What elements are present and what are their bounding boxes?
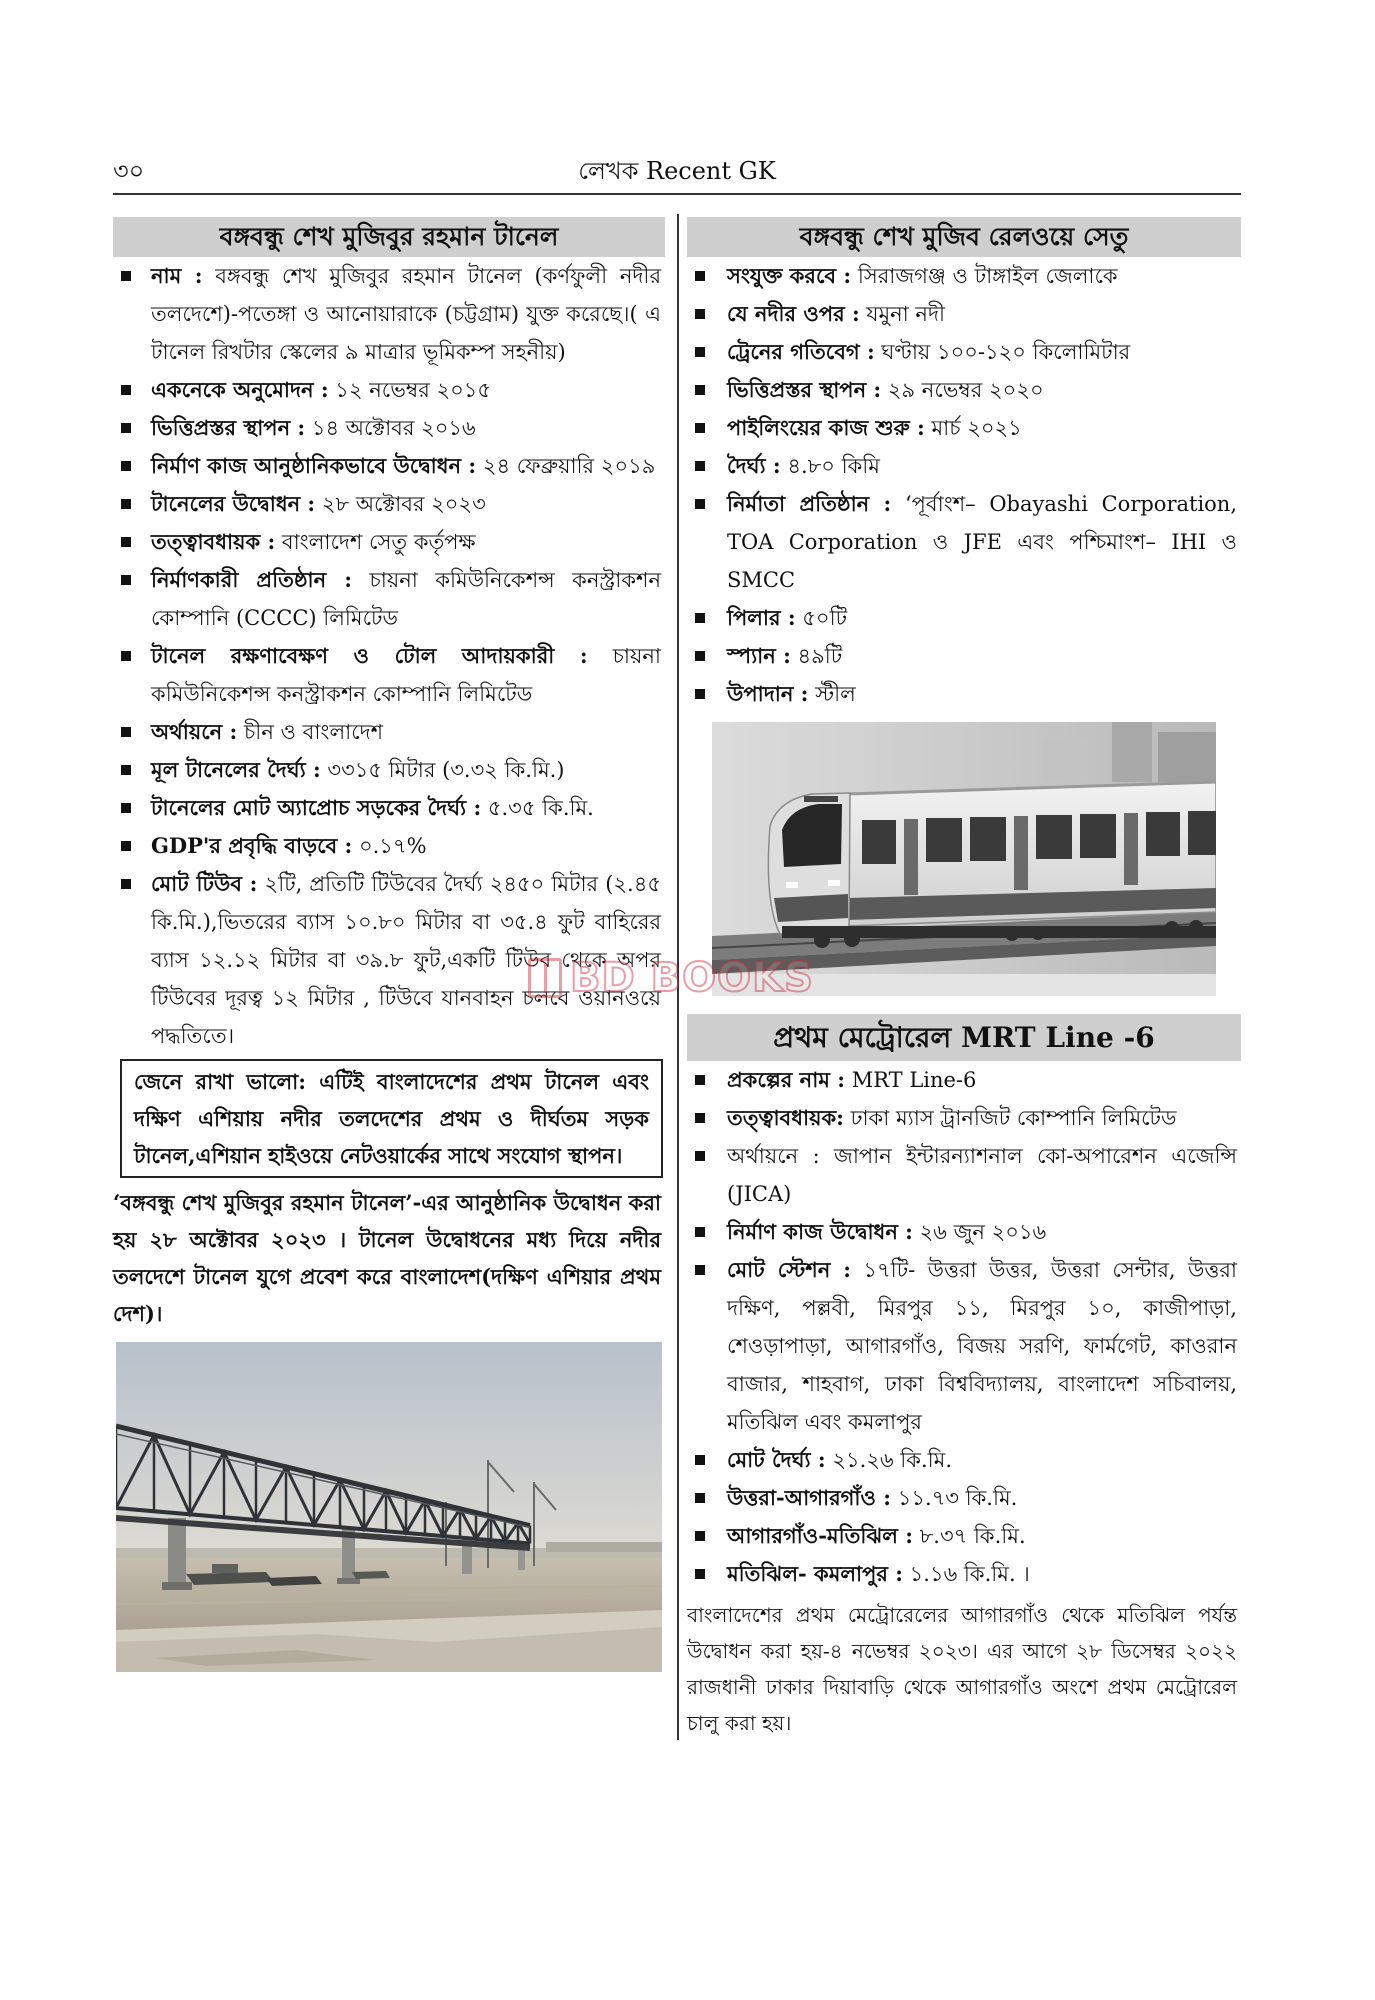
item-value: বঙ্গবন্ধু শেখ মুজিবুর রহমান টানেল (কর্ণফুলী নদীর তলদেশে)-পতেঙ্গা ও আনোয়ারাকে (চট্টগ্রাম) যুক্ত করেছে।( এ টানেল রিখটার স্কেলের ৯ মাত্রার ভূমিকম্প সহনীয়) xyxy=(151,264,661,364)
item-value: ২১.২৬ কি.মি. xyxy=(825,1448,953,1472)
list-item xyxy=(113,865,665,1055)
item-value: চীন ও বাংলাদেশ xyxy=(237,720,384,744)
item-value: ৩৩১৫ মিটার (৩.৩২ কি.মি.) xyxy=(320,758,565,782)
item-value: স্টীল xyxy=(808,682,856,706)
list-item xyxy=(113,485,665,523)
rail-bridge-section-title: বঙ্গবন্ধু শেখ মুজিব রেলওয়ে সেতু xyxy=(687,217,1241,257)
list-item xyxy=(687,1517,1241,1555)
item-label: একনেকে অনুমোদন : xyxy=(151,377,329,402)
item-label: নাম : xyxy=(151,263,203,288)
list-item xyxy=(113,713,665,751)
metro-section-title: প্রথম মেট্রোরেল MRT Line -6 xyxy=(687,1014,1241,1061)
list-item xyxy=(687,447,1241,485)
metro-inauguration-paragraph: বাংলাদেশের প্রথম মেট্রোরেলের আগারগাঁও থেকে মতিঝিল পর্যন্ত উদ্বোধন করা হয়-৪ নভেম্বর ২০২৩। এর আগে ২৮ ডিসেম্বর ২০২২ রাজধানী ঢাকার দিয়াবাড়ি থেকে আগারগাঁও অংশে প্রথম মেট্রোরেল চালু করা হয়। xyxy=(687,1603,1237,1735)
item-value: ঢাকা ম্যাস ট্রানজিট কোম্পানি লিমিটেড xyxy=(843,1106,1177,1130)
tunnel-fact-list xyxy=(113,257,665,1055)
item-label: উত্তরা-আগারগাঁও : xyxy=(727,1485,892,1510)
list-item xyxy=(113,371,665,409)
metro-train-photo xyxy=(712,722,1216,996)
list-item xyxy=(113,447,665,485)
list-item xyxy=(113,827,665,865)
item-value: ৮.৩৭ কি.মি. xyxy=(912,1524,1026,1548)
list-item xyxy=(113,751,665,789)
item-label: আগারগাঁও-মতিঝিল : xyxy=(727,1523,913,1548)
item-value: ৪৯টি xyxy=(790,644,843,668)
list-item xyxy=(687,371,1241,409)
list-item xyxy=(113,257,665,371)
item-label: মোট টিউব : xyxy=(151,871,258,896)
item-value: মার্চ ২০২১ xyxy=(924,416,1022,440)
item-value: ০.১৭% xyxy=(352,834,427,858)
item-label: নির্মাণকারী প্রতিষ্ঠান : xyxy=(151,567,353,592)
item-value: ১৭টি- উত্তরা উত্তর, উত্তরা সেন্টার, উত্তরা দক্ষিণ, পল্লবী, মিরপুর ১১, মিরপুর ১০, কাজীপাড়া, শেওড়াপাড়া, আগারগাঁও, বিজয় সরণি, ফার্মগেট, কাওরান বাজার, শাহবাগ, ঢাকা বিশ্ববিদ্যালয়, বাংলাদেশ সচিবালয়, মতিঝিল এবং কমলাপুর xyxy=(727,1258,1237,1434)
item-label: তত্ত্বাবধায়ক : xyxy=(151,529,276,554)
list-item xyxy=(687,599,1241,637)
item-value: ২৪ ফেব্রুয়ারি ২০১৯ xyxy=(476,454,656,478)
item-value: যমুনা নদী xyxy=(859,302,946,326)
item-label: নির্মাণ কাজ আনুষ্ঠানিকভাবে উদ্বোধন : xyxy=(151,453,477,478)
item-label: দৈর্ঘ্য : xyxy=(727,453,781,478)
good-to-know-box: জেনে রাখা ভালো: এটিই বাংলাদেশের প্রথম টানেল এবং দক্ষিণ এশিয়ায় নদীর তলদেশের প্রথম ও দীর্ঘতম সড়ক টানেল,এশিয়ান হাইওয়ে নেটওয়ার্কের সাথে সংযোগ স্থাপন। xyxy=(120,1059,663,1178)
list-item xyxy=(687,675,1241,713)
item-label: ভিত্তিপ্রস্তর স্থাপন : xyxy=(727,377,882,402)
item-value: ৫০টি xyxy=(795,606,848,630)
item-value: চায়না কমিউনিকেশন্স কনস্ট্রাকশন কোম্পানি (CCCC) লিমিটেড xyxy=(151,568,662,630)
list-item xyxy=(687,1441,1241,1479)
item-label: ভিত্তিপ্রস্তর স্থাপন : xyxy=(151,415,306,440)
list-item xyxy=(687,1099,1241,1137)
item-label: অর্থায়নে : xyxy=(727,1144,820,1168)
item-value: ১২ নভেম্বর ২০১৫ xyxy=(328,378,492,402)
item-label: পিলার : xyxy=(727,605,796,630)
item-label: সংযুক্ত করবে : xyxy=(727,263,852,288)
item-label: মোট স্টেশন : xyxy=(727,1257,852,1282)
item-value: ৪.৮০ কিমি xyxy=(780,454,880,478)
item-label: উপাদান : xyxy=(727,681,809,706)
item-label: প্রকল্পের নাম : xyxy=(727,1067,846,1092)
item-label: অর্থায়নে : xyxy=(151,719,238,744)
item-value: ঘণ্টায় ১০০-১২০ কিলোমিটার xyxy=(874,340,1131,364)
rail-bridge-fact-list xyxy=(687,257,1241,713)
item-label: যে নদীর ওপর : xyxy=(727,301,860,326)
right-column xyxy=(687,217,1241,1741)
list-item xyxy=(687,485,1241,599)
tunnel-inauguration-paragraph: ‘বঙ্গবন্ধু শেখ মুজিবুর রহমান টানেল’-এর আনুষ্ঠানিক উদ্বোধন করা হয় ২৮ অক্টোবর ২০২৩ । টানেল উদ্বোধনের মধ্য দিয়ে নদীর তলদেশে টানেল যুগে প্রবেশ করে বাংলাদেশ(দক্ষিণ এশিয়ার প্রথম দেশ)। xyxy=(113,1190,661,1326)
item-label: ট্রেনের গতিবেগ : xyxy=(727,339,875,364)
item-value: ১.১৬ কি.মি. । xyxy=(902,1562,1030,1586)
list-item xyxy=(113,637,665,713)
item-value: ২৯ নভেম্বর ২০২০ xyxy=(881,378,1044,402)
list-item xyxy=(113,789,665,827)
item-value: ১৪ অক্টোবর ২০১৬ xyxy=(305,416,476,440)
left-column xyxy=(113,217,665,1672)
item-value: MRT Line-6 xyxy=(845,1068,977,1092)
item-label: টানেল রক্ষণাবেক্ষণ ও টোল আদায়কারী : xyxy=(151,643,588,668)
item-label: টানেলের উদ্বোধন : xyxy=(151,491,316,516)
running-head: লেখক Recent GK xyxy=(578,157,776,185)
train-front xyxy=(768,793,850,934)
item-label: পাইলিংয়ের কাজ শুরু : xyxy=(727,415,925,440)
list-item xyxy=(687,333,1241,371)
item-value: জাপান ইন্টারন্যাশনাল কো-অপারেশন এজেন্সি (JICA) xyxy=(727,1144,1237,1206)
item-value: চায়না কমিউনিকেশন্স কনস্ট্রাকশন কোম্পানি লিমিটেড xyxy=(151,644,661,706)
metro-fact-list xyxy=(687,1061,1241,1593)
item-value: ৫.৩৫ কি.মি. xyxy=(481,796,594,820)
item-value: বাংলাদেশ সেতু কর্তৃপক্ষ xyxy=(275,530,476,554)
item-label: তত্ত্বাবধায়ক: xyxy=(727,1105,844,1130)
list-item xyxy=(687,1479,1241,1517)
list-item xyxy=(113,409,665,447)
column-divider xyxy=(677,214,679,1740)
item-label: টানেলের মোট অ্যাপ্রোচ সড়কের দৈর্ঘ্য : xyxy=(151,795,482,820)
item-value: ২টি, প্রতিটি টিউবের দৈর্ঘ্য ২৪৫০ মিটার (২.৪৫ কি.মি.),ভিতরের ব্যাস ১০.৮০ মিটার বা ৩৫.৪ ফুট বাহিরের ব্যাস ১২.১২ মিটার বা ৩৯.৮ ফুট,একটি টিউব থেকে অপর টিউবের দূরত্ব ১২ মিটার , টিউবে যানবাহন চলবে ওয়ানওয়ে পদ্ধতিতে। xyxy=(151,872,661,1048)
item-value: ২৮ অক্টোবর ২০২৩ xyxy=(315,492,486,516)
list-item xyxy=(687,1137,1241,1213)
list-item xyxy=(113,523,665,561)
list-item xyxy=(687,1251,1241,1441)
item-label: মতিঝিল- কমলাপুর : xyxy=(727,1561,903,1586)
tunnel-section-title: বঙ্গবন্ধু শেখ মুজিবুর রহমান টানেল xyxy=(113,217,665,257)
item-label: GDP'র প্রবৃদ্ধি বাড়বে : xyxy=(151,833,353,858)
item-label: মোট দৈর্ঘ্য : xyxy=(727,1447,826,1472)
item-label: মূল টানেলের দৈর্ঘ্য : xyxy=(151,757,321,782)
list-item xyxy=(687,1213,1241,1251)
list-item xyxy=(687,1555,1241,1593)
bridge-photo xyxy=(116,1342,662,1672)
page-number: ৩০ xyxy=(113,157,145,185)
item-label: নির্মাতা প্রতিষ্ঠান : xyxy=(727,491,892,516)
item-value: সিরাজগঞ্জ ও টাঙ্গাইল জেলাকে xyxy=(851,264,1118,288)
watermark-text: BD BOOKS xyxy=(570,955,814,1001)
list-item xyxy=(687,637,1241,675)
page-header xyxy=(113,150,1241,195)
item-value: ‘পূর্বাংশ– Obayashi Corporation, TOA Corporation ও JFE এবং পশ্চিমাংশ– IHI ও SMCC xyxy=(727,492,1238,592)
item-value: ১১.৭৩ কি.মি. xyxy=(891,1486,1018,1510)
list-item xyxy=(687,1061,1241,1099)
item-value: ২৬ জুন ২০১৬ xyxy=(912,1220,1047,1244)
item-label: নির্মাণ কাজ উদ্বোধন : xyxy=(727,1219,913,1244)
list-item xyxy=(687,257,1241,295)
item-label: স্প্যান : xyxy=(727,643,791,668)
list-item xyxy=(687,295,1241,333)
list-item xyxy=(687,409,1241,447)
list-item xyxy=(113,561,665,637)
